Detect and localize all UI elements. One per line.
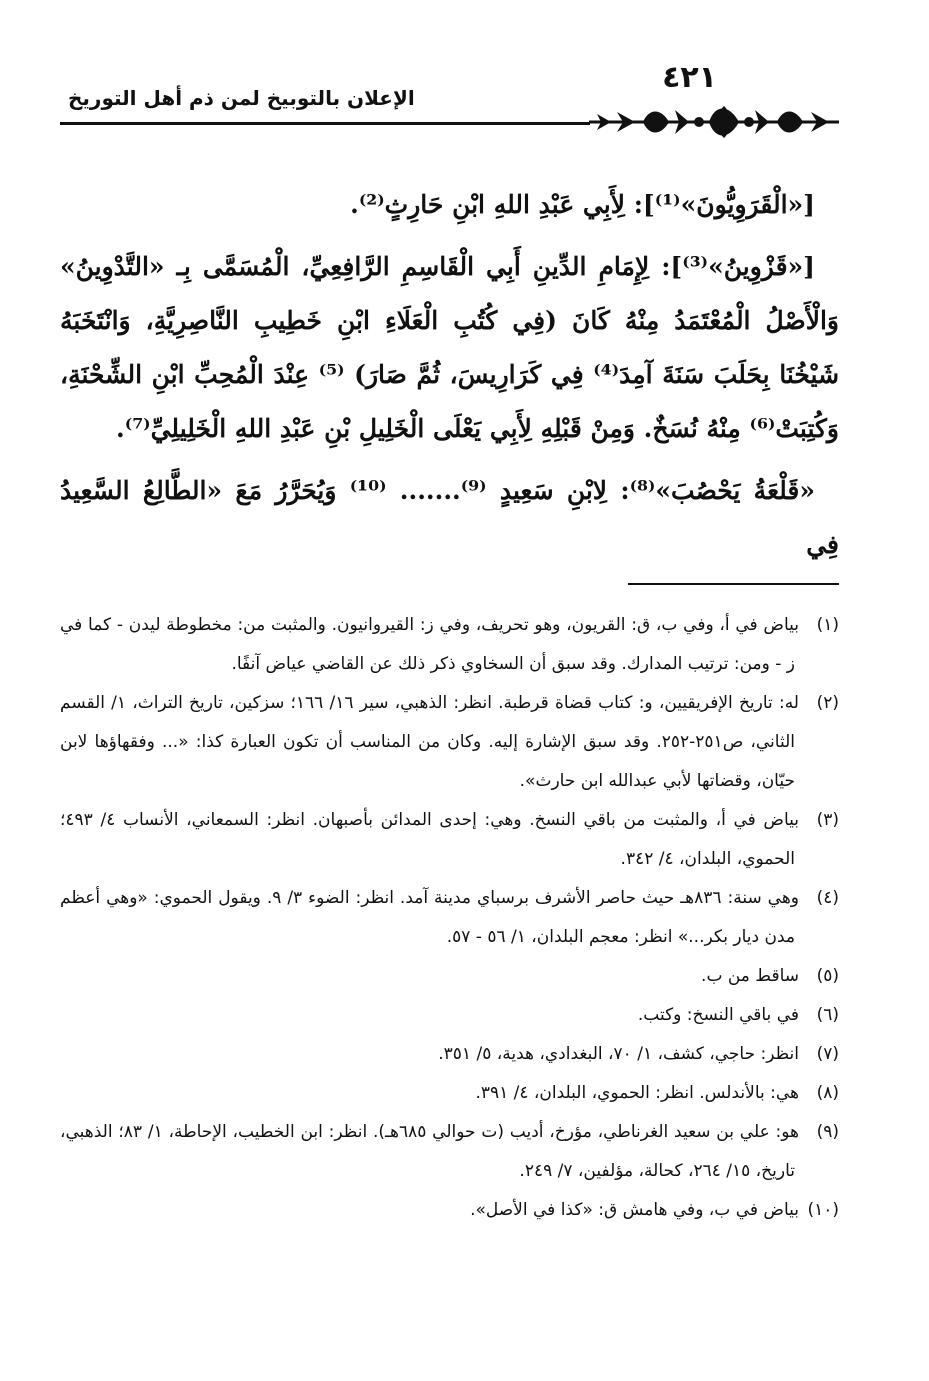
header-rule — [60, 122, 590, 125]
footnote — [60, 1113, 839, 1191]
footnote-number: (٦) — [816, 1005, 839, 1025]
floral-ornament-icon — [589, 98, 839, 142]
footnotes — [60, 606, 839, 1230]
footnote-text: له: تاريخ الإفريقيين، و: كتاب قضاة قرطبة. انظر: الذهبي، سير ١٦/ ١٦٦؛ سزكين، تاريخ التراث، ١/ القسم الثاني، ص٢٥١-٢٥٢. وقد سبق الإشارة إليه. وكان من المناسب أن تكون العبارة كذا: «... وفقهاؤها لابن حيّان، وقضاتها لأبي عبدالله ابن حارث». — [60, 693, 799, 791]
entry-qalat-yahsub: «قَلْعَةُ يَحْصُبَ»⁽⁸⁾: لِابْنِ سَعِيدٍ ⁽⁹⁾....... ⁽¹⁰⁾ وَيُحَرَّرُ مَعَ «الطَّالِعُ السَّعِيدُ فِي — [60, 476, 839, 559]
footnote-text: انظر: حاجي، كشف، ١/ ٧٠، البغدادي، هدية، ٥/ ٣٥١. — [438, 1044, 799, 1064]
footnote-number: (٥) — [816, 966, 839, 986]
footnote-text: هو: علي بن سعيد الغرناطي، مؤرخ، أديب (ت حوالي ٦٨٥هـ). انظر: ابن الخطيب، الإحاطة، ١/ ٨٣؛ الذهبي، تاريخ، ١٥/ ٢٦٤، كحالة، مؤلفين، ٧/ ٢٤٩. — [60, 1122, 799, 1181]
footnote — [60, 957, 839, 996]
footnote-text: بياض في أ، والمثبت من باقي النسخ. وهي: إحدى المدائن بأصبهان. انظر: السمعاني، الأنساب ٤/ ٤٩٣؛ الحموي، البلدان، ٤/ ٣٤٢. — [60, 810, 799, 869]
footnote-text: بياض في أ، وفي ب، ق: القريون، وهو تحريف، وفي ز: القيروانيون. والمثبت من: مخطوطة ليدن - كما في ز - ومن: ترتيب المدارك. وقد سبق أن السخاوي ذكر ذلك عن القاضي عياض آنفًا. — [60, 615, 799, 674]
footnote-text: وهي سنة: ٨٣٦هـ حيث حاصر الأشرف برسباي مدينة آمد. انظر: الضوء ٣/ ٩. ويقول الحموي: «وهي أعظم مدن ديار بكر...» انظر: معجم البلدان، ١/ ٥٦ - ٥٧. — [60, 888, 799, 947]
footnote-number: (٨) — [816, 1083, 839, 1103]
footnote-number: (٢) — [816, 693, 839, 713]
page-number: ٤٢١ — [662, 60, 717, 95]
footnote — [60, 684, 839, 801]
footnote-text: بياض في ب، وفي هامش ق: «كذا في الأصل». — [470, 1200, 799, 1220]
main-text — [60, 178, 839, 580]
footnote-number: (٤) — [816, 888, 839, 908]
footnote — [60, 1074, 839, 1113]
footnote-text: ساقط من ب. — [701, 966, 799, 986]
footnote-number: (٩) — [816, 1122, 839, 1142]
footnote-number: (٧) — [816, 1044, 839, 1064]
footnote — [60, 996, 839, 1035]
footnote — [60, 1191, 839, 1230]
running-title: الإعلان بالتوبيخ لمن ذم أهل التوريخ — [68, 86, 415, 110]
footnote-number: (١٠) — [807, 1200, 839, 1220]
page-header — [60, 58, 839, 148]
footnote — [60, 1035, 839, 1074]
entry-qazwin: [«قَزْوِينُ»⁽³⁾]: لِإِمَامِ الدِّينِ أَبِي الْقَاسِمِ الرَّافِعِيِّ، الْمُسَمَّى بِـ «التَّدْوِينُ» وَالْأَصْلُ الْمُعْتَمَدُ مِنْهُ كَانَ (فِي كُتُبِ الْعَلَاءِ ابْنِ خَطِيبِ النَّاصِرِيَّةِ، وَانْتَخَبَهُ شَيْخُنَا بِحَلَبَ سَنَةَ آمِدَ⁽⁴⁾ فِي كَرَارِيسَ، ثُمَّ صَارَ) ⁽⁵⁾ عِنْدَ الْمُحِبِّ ابْنِ الشِّحْنَةِ، وَكُتِبَتْ⁽⁶⁾ مِنْهُ نُسَخٌ. وَمِنْ قَبْلِهِ لِأَبِي يَعْلَى الْخَلِيلِ بْنِ عَبْدِ اللهِ الْخَلِيلِيِّ⁽⁷⁾. — [60, 252, 840, 443]
footnote — [60, 801, 839, 879]
footnote-number: (٣) — [816, 810, 839, 830]
entry-qarawiyyun: [«الْقَرَوِيُّونَ»⁽¹⁾]: لِأَبِي عَبْدِ اللهِ ابْنِ حَارِثٍ⁽²⁾. — [350, 190, 815, 219]
footnote-separator — [628, 583, 839, 585]
footnote — [60, 879, 839, 957]
footnote — [60, 606, 839, 684]
footnote-text: هي: بالأندلس. انظر: الحموي، البلدان، ٤/ ٣٩١. — [475, 1083, 799, 1103]
footnote-text: في باقي النسخ: وكتب. — [637, 1005, 799, 1025]
footnote-number: (١) — [816, 615, 839, 635]
